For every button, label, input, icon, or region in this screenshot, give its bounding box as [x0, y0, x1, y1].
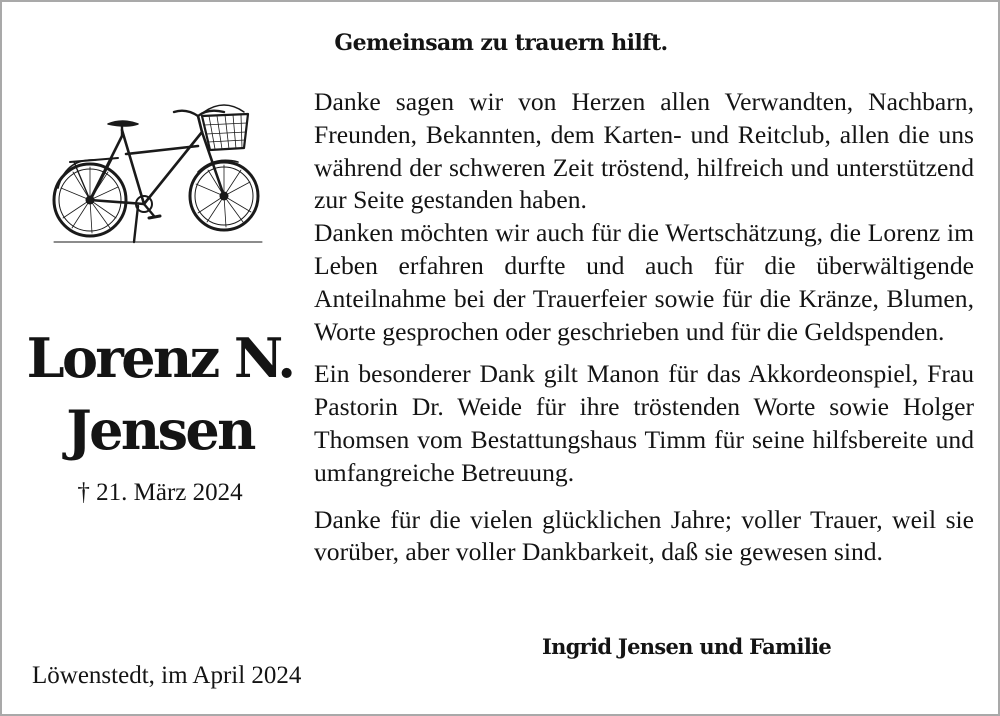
bicycle-icon — [52, 92, 264, 246]
paragraph: Danken möchten wir auch für die Wertschätzung, die Lorenz im Leben erfahren durfte und auch für die überwältigende Anteilnahme bei der Trauerfeier sowie für die Kränze, Blumen, Worte gesprochen oder geschrieben und für die Geldspenden. — [314, 218, 974, 346]
paragraph: Ein besonderer Dank gilt Manon für das Akkordeonspiel, Frau Pastorin Dr. Weide für ihre tröstenden Worte sowie Holger Thomsen vom Bestattungshaus Timm für seine hilfsbereite und umfangreiche Betreuung. — [314, 359, 974, 487]
death-date: † 21. März 2024 — [77, 479, 243, 506]
signature: Ingrid Jensen und Familie — [542, 634, 832, 659]
name-line-1: Lorenz N. — [26, 326, 294, 390]
deceased-name — [10, 322, 310, 466]
paragraph: Danke für die vielen glücklichen Jahre; voller Trauer, weil sie vorüber, aber voller Dankbarkeit, daß sie gewesen sind. — [314, 504, 974, 567]
name-line-2: Jensen — [66, 398, 254, 462]
thanks-text — [314, 86, 974, 569]
paragraph: Danke sagen wir von Herzen allen Verwandten, Nachbarn, Freunden, Bekannten, dem Karten- und Reitclub, allen die uns während der schweren Zeit tröstend, hilfreich und unterstützend zur Seite gestanden haben. — [314, 87, 974, 215]
headline: Gemeinsam zu trauern hilft. — [334, 30, 668, 56]
place-date: Löwenstedt, im April 2024 — [32, 662, 302, 689]
